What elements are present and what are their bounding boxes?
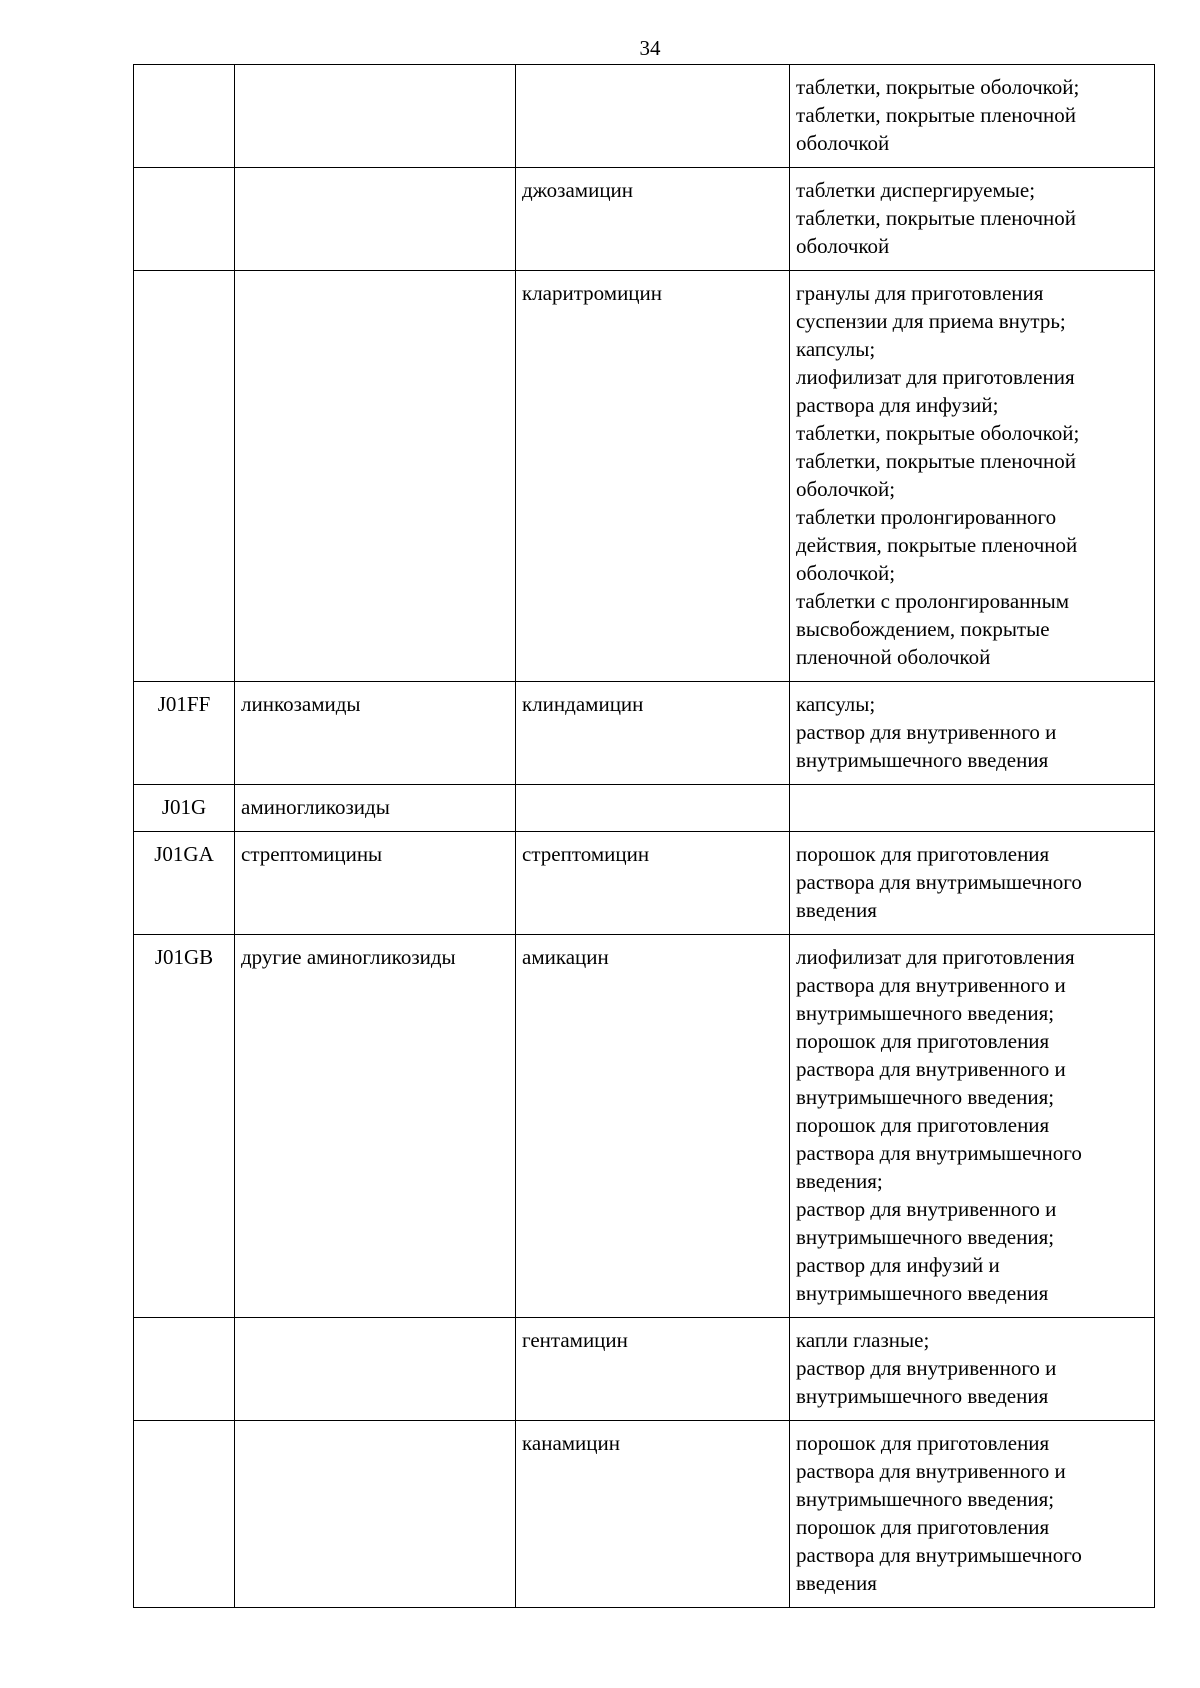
table-row [134, 832, 1155, 935]
drug-name-cell: стрептомицин [516, 832, 790, 935]
dosage-form-line: раствора для внутримышечного [796, 870, 1082, 894]
dosage-form-line: пленочной оболочкой [796, 645, 991, 669]
dosage-forms-cell [790, 832, 1155, 935]
dosage-form-line: введения [796, 898, 877, 922]
atc-code-cell: J01GA [134, 832, 235, 935]
table-body [134, 65, 1155, 1608]
atc-group-cell [235, 1318, 516, 1421]
drug-name-cell: гентамицин [516, 1318, 790, 1421]
drug-name-cell: амикацин [516, 935, 790, 1318]
table-row [134, 168, 1155, 271]
dosage-form-line: оболочкой [796, 131, 890, 155]
atc-code-cell [134, 65, 235, 168]
atc-code-cell: J01FF [134, 682, 235, 785]
dosage-form-line: порошок для приготовления [796, 1029, 1050, 1053]
dosage-form-line: порошок для приготовления [796, 1431, 1050, 1455]
dosage-form-line: гранулы для приготовления [796, 281, 1044, 305]
dosage-form-line: введения [796, 1571, 877, 1595]
drug-name-cell: джозамицин [516, 168, 790, 271]
dosage-form-line: введения; [796, 1169, 883, 1193]
dosage-form-line: таблетки, покрытые пленочной [796, 206, 1077, 230]
dosage-form-line: внутримышечного введения [796, 748, 1049, 772]
dosage-form-line: суспензии для приема внутрь; [796, 309, 1066, 333]
atc-code-cell [134, 1421, 235, 1608]
dosage-form-line: раствора для инфузий; [796, 393, 999, 417]
dosage-form-line: раствора для внутривенного и [796, 1057, 1066, 1081]
dosage-form-line: таблетки пролонгированного [796, 505, 1057, 529]
dosage-form-line: раствор для внутривенного и [796, 1197, 1057, 1221]
drug-name-cell: кларитромицин [516, 271, 790, 682]
table-row [134, 1421, 1155, 1608]
dosage-form-line: раствора для внутривенного и [796, 1459, 1066, 1483]
table-row [134, 1318, 1155, 1421]
atc-code-cell [134, 168, 235, 271]
dosage-form-line: раствора для внутримышечного [796, 1141, 1082, 1165]
atc-code-cell [134, 1318, 235, 1421]
dosage-form-line: внутримышечного введения; [796, 1225, 1055, 1249]
dosage-form-line: таблетки, покрытые пленочной [796, 449, 1077, 473]
dosage-forms-cell [790, 1318, 1155, 1421]
dosage-forms-cell [790, 65, 1155, 168]
atc-group-cell [235, 168, 516, 271]
dosage-form-line: внутримышечного введения; [796, 1085, 1055, 1109]
dosage-form-line: внутримышечного введения [796, 1384, 1049, 1408]
page-number: 34 [639, 36, 661, 60]
atc-group-cell [235, 271, 516, 682]
dosage-form-line: раствор для внутривенного и [796, 1356, 1057, 1380]
dosage-form-line: таблетки, покрытые оболочкой; [796, 421, 1080, 445]
drug-table [133, 64, 1155, 1608]
dosage-forms-cell [790, 271, 1155, 682]
dosage-form-line: капли глазные; [796, 1328, 930, 1352]
dosage-form-line: таблетки, покрытые пленочной [796, 103, 1077, 127]
atc-code-cell [134, 271, 235, 682]
dosage-form-line: таблетки, покрытые оболочкой; [796, 75, 1080, 99]
dosage-forms-cell [790, 1421, 1155, 1608]
dosage-form-line: лиофилизат для приготовления [796, 365, 1075, 389]
atc-group-cell: линкозамиды [235, 682, 516, 785]
table-row [134, 271, 1155, 682]
atc-group-cell [235, 1421, 516, 1608]
dosage-form-line: внутримышечного введения; [796, 1001, 1055, 1025]
dosage-forms-cell [790, 785, 1155, 832]
dosage-form-line: раствора для внутривенного и [796, 973, 1066, 997]
atc-group-cell [235, 65, 516, 168]
dosage-form-line: таблетки с пролонгированным [796, 589, 1070, 613]
atc-code-cell: J01G [134, 785, 235, 832]
dosage-form-line: капсулы; [796, 692, 876, 716]
dosage-form-line: раствор для инфузий и [796, 1253, 1000, 1277]
table-row [134, 682, 1155, 785]
drug-name-cell: клиндамицин [516, 682, 790, 785]
dosage-form-line: внутримышечного введения; [796, 1487, 1055, 1511]
dosage-form-line: таблетки диспергируемые; [796, 178, 1036, 202]
dosage-form-line: действия, покрытые пленочной [796, 533, 1078, 557]
dosage-form-line: оболочкой; [796, 477, 896, 501]
dosage-form-line: порошок для приготовления [796, 1515, 1050, 1539]
drug-name-cell [516, 785, 790, 832]
table-row [134, 65, 1155, 168]
dosage-form-line: лиофилизат для приготовления [796, 945, 1075, 969]
dosage-forms-cell [790, 682, 1155, 785]
table-row [134, 785, 1155, 832]
dosage-form-line: порошок для приготовления [796, 842, 1050, 866]
dosage-form-line: раствор для внутривенного и [796, 720, 1057, 744]
table-row [134, 935, 1155, 1318]
dosage-form-line: высвобождением, покрытые [796, 617, 1050, 641]
dosage-forms-cell [790, 935, 1155, 1318]
dosage-form-line: внутримышечного введения [796, 1281, 1049, 1305]
drug-name-cell: канамицин [516, 1421, 790, 1608]
dosage-form-line: оболочкой; [796, 561, 896, 585]
dosage-forms-cell [790, 168, 1155, 271]
atc-group-cell: аминогликозиды [235, 785, 516, 832]
atc-group-cell: стрептомицины [235, 832, 516, 935]
drug-name-cell [516, 65, 790, 168]
dosage-form-line: раствора для внутримышечного [796, 1543, 1082, 1567]
dosage-form-line: капсулы; [796, 337, 876, 361]
dosage-form-line: оболочкой [796, 234, 890, 258]
dosage-form-line: порошок для приготовления [796, 1113, 1050, 1137]
atc-group-cell: другие аминогликозиды [235, 935, 516, 1318]
atc-code-cell: J01GB [134, 935, 235, 1318]
